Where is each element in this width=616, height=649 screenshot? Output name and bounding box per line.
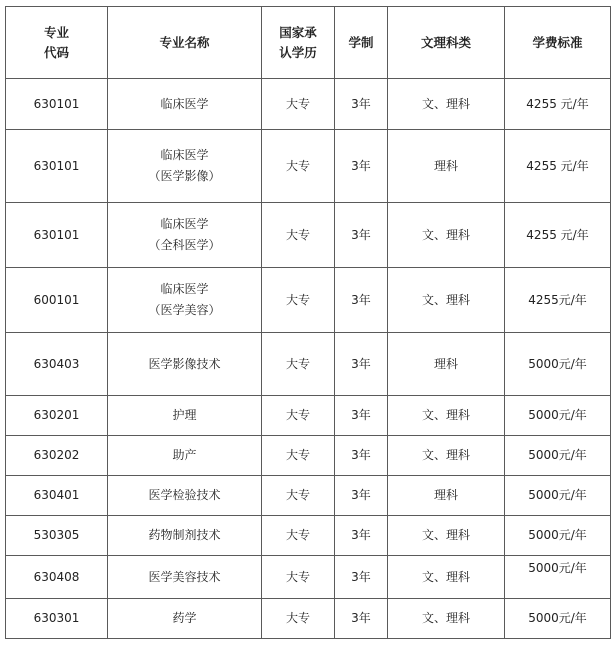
cell-code: 630401 — [6, 476, 108, 516]
header-row — [6, 7, 611, 79]
cell-duration: 3年 — [335, 556, 388, 599]
cell-duration: 3年 — [335, 436, 388, 476]
cell-duration: 3年 — [335, 268, 388, 333]
name-line: 临床医学 — [160, 148, 209, 162]
table-row — [6, 203, 611, 268]
name-line: 医学影像技术 — [148, 356, 221, 371]
cell-name — [108, 130, 262, 203]
name-line: 药学 — [172, 611, 197, 625]
cell-duration: 3年 — [335, 203, 388, 268]
cell-name — [108, 436, 262, 476]
cell-category: 文、理科 — [388, 79, 505, 130]
name-line: 临床医学 — [160, 282, 209, 296]
cell-code: 630201 — [6, 396, 108, 436]
cell-level: 大专 — [262, 436, 335, 476]
cell-level: 大专 — [262, 203, 335, 268]
cell-level: 大专 — [262, 268, 335, 333]
header-duration: 学制 — [335, 7, 388, 79]
table-row — [6, 516, 611, 556]
header-recognition: 国家承 认学历 — [262, 7, 335, 79]
cell-fee: 4255 元/年 — [505, 79, 611, 130]
table-row — [6, 268, 611, 333]
cell-fee: 4255元/年 — [505, 268, 611, 333]
cell-fee: 4255 元/年 — [505, 130, 611, 203]
name-line: 临床医学 — [160, 96, 209, 111]
cell-category: 文、理科 — [388, 268, 505, 333]
table-row — [6, 599, 611, 639]
cell-category: 文、理科 — [388, 556, 505, 599]
table-row — [6, 436, 611, 476]
cell-code: 630403 — [6, 333, 108, 396]
cell-duration: 3年 — [335, 333, 388, 396]
cell-name — [108, 79, 262, 130]
cell-name — [108, 476, 262, 516]
cell-fee: 5000元/年 — [505, 516, 611, 556]
table-row — [6, 476, 611, 516]
cell-fee: 4255 元/年 — [505, 203, 611, 268]
header-fee: 学费标准 — [505, 7, 611, 79]
cell-fee: 5000元/年 — [505, 436, 611, 476]
cell-duration: 3年 — [335, 599, 388, 639]
name-line: 护理 — [172, 408, 197, 422]
majors-table — [5, 6, 611, 639]
cell-fee: 5000元/年 — [505, 476, 611, 516]
cell-category: 文、理科 — [388, 203, 505, 268]
cell-code: 630202 — [6, 436, 108, 476]
cell-category: 理科 — [388, 130, 505, 203]
cell-duration: 3年 — [335, 396, 388, 436]
cell-duration: 3年 — [335, 476, 388, 516]
cell-name — [108, 333, 262, 396]
header-category: 文理科类 — [388, 7, 505, 79]
header-name: 专业名称 — [108, 7, 262, 79]
name-line: （医学美容） — [148, 303, 221, 317]
cell-code: 530305 — [6, 516, 108, 556]
cell-name — [108, 516, 262, 556]
cell-code: 630301 — [6, 599, 108, 639]
cell-fee: 5000元/年 — [505, 333, 611, 396]
table-row — [6, 79, 611, 130]
cell-level: 大专 — [262, 476, 335, 516]
cell-category: 理科 — [388, 476, 505, 516]
name-line: 药物制剂技术 — [148, 528, 221, 542]
cell-code: 630408 — [6, 556, 108, 599]
name-line: 医学美容技术 — [148, 569, 221, 584]
cell-level: 大专 — [262, 79, 335, 130]
cell-fee: 5000元/年 — [505, 396, 611, 436]
cell-duration: 3年 — [335, 516, 388, 556]
cell-category: 文、理科 — [388, 516, 505, 556]
cell-duration: 3年 — [335, 79, 388, 130]
cell-level: 大专 — [262, 556, 335, 599]
cell-category: 文、理科 — [388, 599, 505, 639]
name-line: 医学检验技术 — [148, 488, 221, 502]
cell-level: 大专 — [262, 130, 335, 203]
cell-name — [108, 599, 262, 639]
cell-fee: 5000元/年 — [505, 599, 611, 639]
cell-category: 理科 — [388, 333, 505, 396]
table-row — [6, 130, 611, 203]
cell-level: 大专 — [262, 599, 335, 639]
header-code: 专业 代码 — [6, 7, 108, 79]
table-row — [6, 556, 611, 599]
cell-level: 大专 — [262, 516, 335, 556]
cell-code: 630101 — [6, 130, 108, 203]
table-row — [6, 333, 611, 396]
cell-code: 630101 — [6, 79, 108, 130]
table-row — [6, 396, 611, 436]
name-line: （全科医学） — [148, 238, 221, 252]
cell-name — [108, 556, 262, 599]
name-line: （医学影像） — [148, 169, 221, 183]
table-body — [6, 79, 611, 639]
name-line: 临床医学 — [160, 217, 209, 231]
name-line: 助产 — [172, 448, 197, 462]
cell-level: 大专 — [262, 333, 335, 396]
cell-name — [108, 396, 262, 436]
cell-duration: 3年 — [335, 130, 388, 203]
cell-fee: 5000元/年 — [505, 556, 611, 599]
cell-code: 600101 — [6, 268, 108, 333]
cell-category: 文、理科 — [388, 396, 505, 436]
cell-level: 大专 — [262, 396, 335, 436]
cell-name — [108, 203, 262, 268]
cell-category: 文、理科 — [388, 436, 505, 476]
cell-code: 630101 — [6, 203, 108, 268]
cell-name — [108, 268, 262, 333]
